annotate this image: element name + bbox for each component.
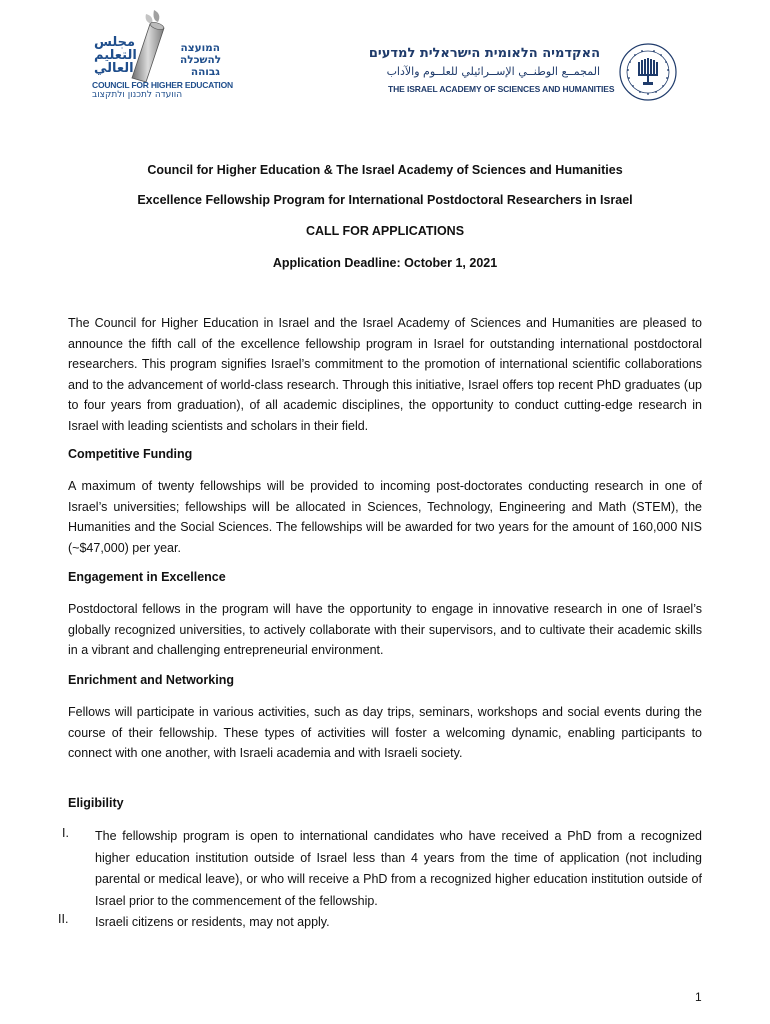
che-english-name: COUNCIL FOR HIGHER EDUCATION: [92, 80, 233, 90]
che-arabic-name: مجلس التعليم العالي: [94, 35, 137, 76]
enrichment-heading: Enrichment and Networking: [68, 673, 234, 687]
list-item: The fellowship program is open to international candidates who have received a PhD from a recognized higher education institution outside of Israel less than 4 years from the time of application (not including parental or medical leave), or who will receive a PhD from a recognized higher education institution outside of Israel prior to the commencement of the fellowship.: [95, 829, 702, 908]
enrichment-paragraph: Fellows will participate in various activities, such as day trips, seminars, workshops and social events during the course of their fellowship. These types of activities will foster a welcoming dynamic, enabling participants to connect with one another, with Israeli academia and with Israeli society.: [68, 705, 702, 761]
list-item-number: II.: [58, 912, 69, 926]
intro-paragraph: The Council for Higher Education in Israel and the Israel Academy of Sciences and Humanities are pleased to announce the fifth call of the excellence fellowship program in Israel for outstanding international postdoctoral researchers. This program signifies Israel’s commitment to the promotion of international scientific collaborations and to the advancement of world-class research. Through this initiative, Israel offers top recent PhD graduates (up to four years from graduation), of all academic disciplines, the opportunity to conduct cutting-edge research in Israel with leading scientists and scholars in their field.: [68, 316, 702, 433]
title-call: CALL FOR APPLICATIONS: [305, 224, 465, 238]
engagement-heading: Engagement in Excellence: [68, 570, 226, 584]
academy-logo: [368, 40, 680, 96]
page-number: 1: [695, 990, 702, 1004]
che-hebrew-sub: הוועדה לתכנון ולתקצוב: [92, 90, 183, 100]
funding-heading: Competitive Funding: [68, 447, 193, 461]
list-item-number: I.: [62, 826, 69, 840]
menorah-seal-icon: [616, 40, 680, 104]
che-hebrew-name: המועצה להשכלה גבוהה: [180, 42, 222, 78]
engagement-paragraph: Postdoctoral fellows in the program will have the opportunity to engage in innovative research in one of Israel’s globally recognized universities, to actively collaborate with their supervisors, and to cultivate their academic skills in a vibrant and challenging entrepreneurial environment.: [68, 602, 702, 658]
che-logo: [88, 6, 233, 100]
eligibility-heading: Eligibility: [68, 796, 124, 810]
academy-arabic-name: المجمــع الوطنــي الإســرائيلي للعلــوم والآداب: [386, 65, 600, 78]
list-item: Israeli citizens or residents, may not apply.: [95, 915, 330, 929]
title-deadline: Application Deadline: October 1, 2021: [272, 256, 498, 270]
academy-hebrew-name: האקדמיה הלאומית הישראלית למדעים: [368, 46, 600, 61]
funding-paragraph: A maximum of twenty fellowships will be provided to incoming post-doctorates conducting research in one of Israel’s universities; fellowships will be allocated in Sciences, Technology, Engineering and Math (STEM), the Humanities and the Social Sciences. The fellowships will be awarded for two years for the amount of 160,000 NIS (~$47,000) per year.: [68, 479, 702, 555]
title-program: Excellence Fellowship Program for International Postdoctoral Researchers in Israel: [137, 193, 633, 207]
academy-english-name: THE ISRAEL ACADEMY OF SCIENCES AND HUMANITIES: [388, 84, 615, 94]
torch-icon: [124, 6, 180, 86]
title-organizations: Council for Higher Education & The Israel Academy of Sciences and Humanities: [147, 163, 623, 177]
